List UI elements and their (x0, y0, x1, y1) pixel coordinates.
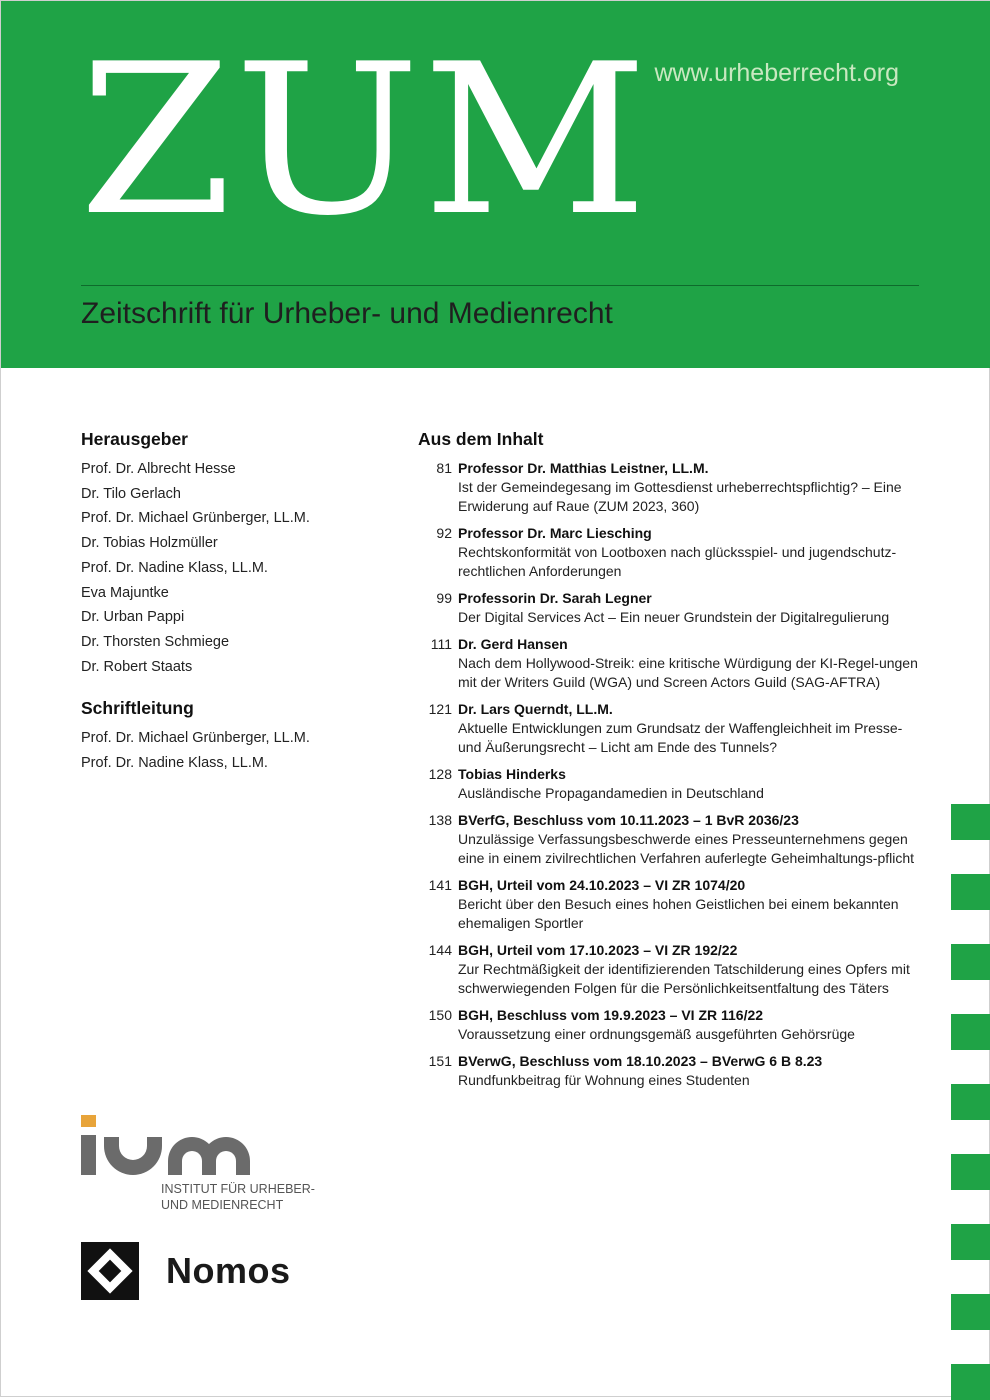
header-divider (81, 285, 919, 286)
management-heading: Schriftleitung (81, 698, 194, 718)
toc-author: BGH, Beschluss vom 19.9.2023 – VI ZR 116/22 (458, 1007, 764, 1023)
toc-entry[interactable] (418, 941, 923, 998)
toc-page-number: 151 (428, 1053, 452, 1069)
institute-name: INSTITUT FÜR URHEBER- UND MEDIENRECHT (161, 1182, 315, 1212)
toc-page-number: 138 (428, 812, 452, 828)
toc-page-number: 150 (428, 1007, 452, 1023)
edge-stripe (951, 1014, 990, 1050)
toc-author: BVerfG, Beschluss vom 10.11.2023 – 1 BvR 2036/23 (458, 812, 799, 828)
toc-title: Zur Rechtmäßigkeit der identifizierenden Tatschilderung eines Opfers mit schwerwiegenden Folgen für die Persönlichkeitsentfaltung des Täters (458, 961, 910, 996)
toc-title: Ausländische Propagandamedien in Deutschland (458, 785, 764, 801)
editor-name: Dr. Tobias Holzmüller (81, 535, 218, 552)
toc-author: Professor Dr. Marc Liesching (458, 525, 652, 541)
toc-title: Bericht über den Besuch eines hohen Geistlichen bei einem bekannten ehemaligen Sportler (458, 896, 899, 931)
toc-entry[interactable] (418, 589, 923, 627)
toc-author: BVerwG, Beschluss vom 18.10.2023 – BVerwG 6 B 8.23 (458, 1053, 823, 1069)
manager-name: Prof. Dr. Michael Grünberger, LL.M. (81, 730, 310, 746)
toc-title: Rundfunkbeitrag für Wohnung eines Studenten (458, 1072, 750, 1088)
toc-author: BGH, Urteil vom 17.10.2023 – VI ZR 192/22 (458, 942, 738, 958)
toc-title: Rechtskonformität von Lootboxen nach glücksspiel- und jugendschutz-rechtlichen Anforderungen (458, 544, 897, 579)
toc-entry[interactable] (418, 811, 923, 868)
toc-title: Voraussetzung einer ordnungsgemäß ausgeführten Gehörsrüge (458, 1026, 855, 1042)
contents-heading: Aus dem Inhalt (418, 429, 544, 449)
toc-author: Dr. Lars Querndt, LL.M. (458, 701, 613, 717)
toc-title: Der Digital Services Act – Ein neuer Grundstein der Digitalregulierung (458, 609, 890, 625)
edge-stripe (951, 1224, 990, 1260)
editor-name: Dr. Thorsten Schmiege (81, 633, 230, 650)
toc-title: Nach dem Hollywood-Streik: eine kritische Würdigung der KI-Regel-ungen mit der Writers Guild (WGA) und Screen Actors Guild (SAG-AFTRA) (458, 655, 918, 690)
editor-name: Dr. Urban Pappi (81, 609, 185, 626)
toc-entry[interactable] (418, 524, 923, 581)
website-link[interactable]: www.urheberrecht.org (654, 59, 899, 87)
edge-stripe (951, 1154, 990, 1190)
header-band (1, 1, 990, 368)
toc-title: Aktuelle Entwicklungen zum Grundsatz der Waffengleichheit im Presse- und Äußerungsrecht – Licht am Ende des Tunnels? (458, 720, 903, 755)
toc-page-number: 92 (436, 525, 452, 541)
editors-list (81, 457, 310, 679)
toc-entry[interactable] (418, 765, 923, 803)
ium-mark-icon (81, 1113, 315, 1175)
table-of-contents (418, 459, 923, 1098)
edge-stripe (951, 1364, 990, 1400)
edge-stripe (951, 1084, 990, 1120)
manager-name: Prof. Dr. Nadine Klass, LL.M. (81, 754, 268, 771)
toc-author: Tobias Hinderks (458, 766, 566, 782)
toc-author: Dr. Gerd Hansen (458, 636, 568, 652)
toc-page-number: 99 (436, 590, 452, 606)
edge-stripe (951, 804, 990, 840)
toc-entry[interactable] (418, 459, 923, 516)
toc-entry[interactable] (418, 700, 923, 757)
management-list (81, 726, 310, 775)
editor-name: Dr. Robert Staats (81, 658, 193, 675)
toc-page-number: 111 (430, 636, 452, 652)
toc-title: Unzulässige Verfassungsbeschwerde eines Presseunternehmens gegen eine in einem zivilrechtlichen Verfahren auferlegte Geheimhaltungs-pflicht (458, 831, 915, 866)
toc-page-number: 141 (428, 877, 452, 893)
journal-title: ZUM (79, 20, 651, 262)
editor-name: Prof. Dr. Albrecht Hesse (81, 461, 236, 477)
publisher-logo (81, 1242, 291, 1300)
toc-author: Professorin Dr. Sarah Legner (458, 590, 652, 606)
nomos-mark-icon (81, 1242, 139, 1300)
toc-title: Ist der Gemeindegesang im Gottesdienst urheberrechtspflichtig? – Eine Erwiderung auf Raue (ZUM 2023, 360) (458, 479, 902, 514)
toc-entry[interactable] (418, 1052, 923, 1090)
toc-entry[interactable] (418, 635, 923, 692)
institute-logo (81, 1113, 315, 1213)
editors-heading: Herausgeber (81, 429, 188, 449)
edge-stripe (951, 944, 990, 980)
toc-page-number: 144 (428, 942, 452, 958)
toc-page-number: 81 (436, 460, 452, 476)
edge-stripes (951, 804, 990, 1398)
toc-page-number: 128 (428, 766, 452, 782)
editor-name: Dr. Tilo Gerlach (81, 485, 181, 502)
editor-name: Eva Majuntke (81, 584, 169, 601)
edge-stripe (951, 1294, 990, 1330)
editor-name: Prof. Dr. Nadine Klass, LL.M. (81, 559, 268, 576)
publisher-name: Nomos (166, 1250, 291, 1291)
editor-name: Prof. Dr. Michael Grünberger, LL.M. (81, 510, 310, 527)
journal-subtitle: Zeitschrift für Urheber- und Medienrecht (81, 297, 613, 330)
toc-author: BGH, Urteil vom 24.10.2023 – VI ZR 1074/20 (458, 877, 746, 893)
toc-page-number: 121 (428, 701, 452, 717)
toc-entry[interactable] (418, 1006, 923, 1044)
toc-entry[interactable] (418, 876, 923, 933)
edge-stripe (951, 874, 990, 910)
toc-author: Professor Dr. Matthias Leistner, LL.M. (458, 460, 709, 476)
